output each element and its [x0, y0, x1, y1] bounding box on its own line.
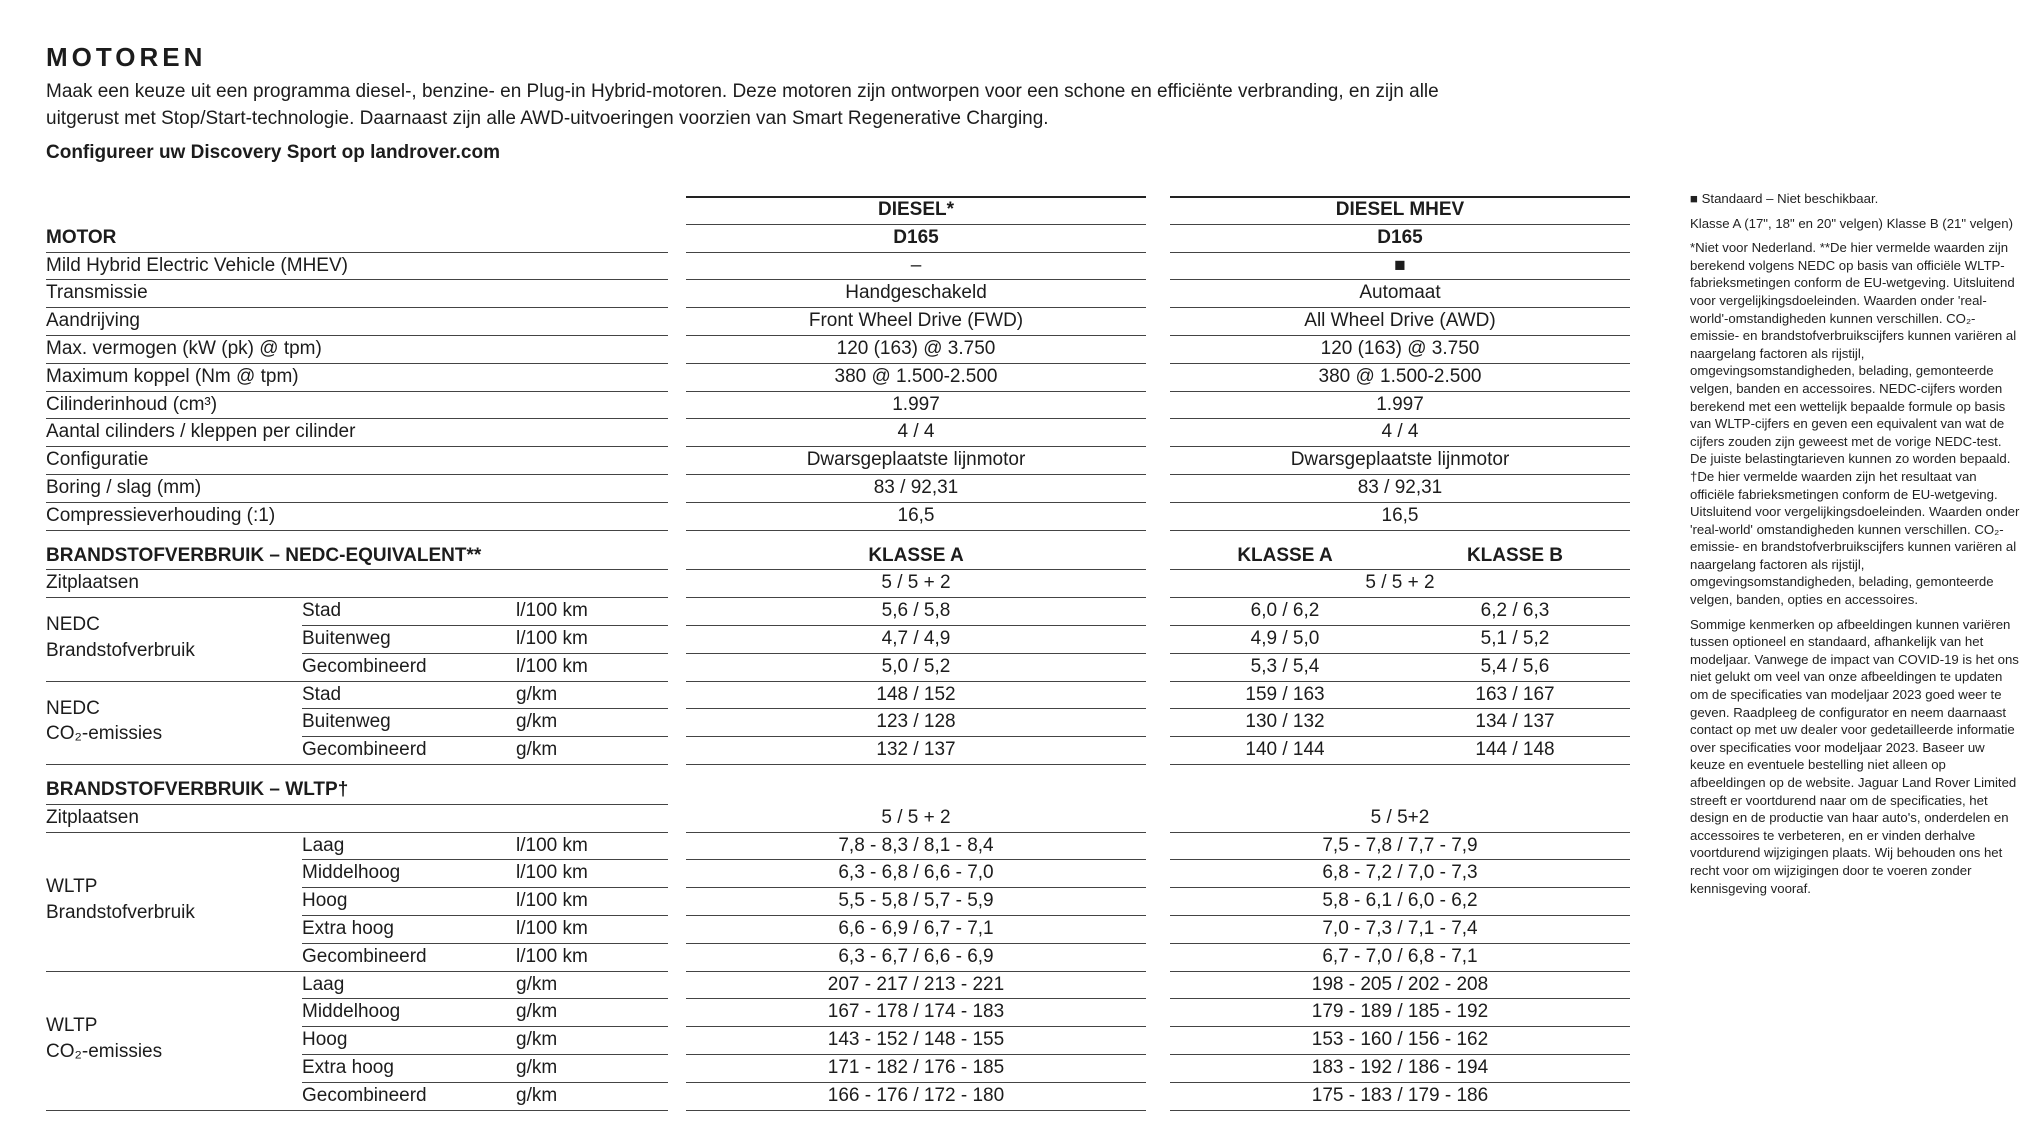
spec-value-col1: Handgeschakeld	[845, 282, 987, 304]
group-divider	[46, 1110, 668, 1111]
spec-value-col2: 120 (163) @ 3.750	[1320, 338, 1480, 359]
spec-value-col1: 16,5	[897, 504, 935, 526]
sub-label: Hoog	[302, 890, 348, 912]
value-col1: 148 / 152	[876, 683, 956, 705]
value-col2: 198 - 205 / 202 - 208	[1311, 973, 1489, 995]
group-label-line2: CO₂-emissies	[46, 723, 163, 745]
col2-header: DIESEL MHEV	[1335, 199, 1465, 220]
group-divider	[46, 764, 668, 765]
spec-value-col1: Dwarsgeplaatste lijnmotor	[806, 449, 1026, 471]
spec-value-col2: 4 / 4	[1381, 421, 1419, 443]
spec-value-col1: Front Wheel Drive (FWD)	[808, 310, 1024, 332]
sub-label: Extra hoog	[302, 1057, 394, 1078]
label-divider	[46, 530, 668, 531]
seats-col2: 5 / 5 + 2	[1365, 572, 1435, 594]
value-col2-klasse-a: 6,0 / 6,2	[1250, 600, 1320, 622]
value-col2-klasse-a: 5,3 / 5,4	[1250, 655, 1320, 677]
col2-divider	[1170, 764, 1630, 765]
sub-label: Stad	[302, 600, 342, 622]
intro-text: Maak een keuze uit een programma diesel-, benzine- en Plug-in Hybrid-motoren. Deze motoren zijn ontworpen voor een schone en efficiënte verbranding, en zijn alle uitgerust met Stop/Start-technologie. Daarnaast zijn alle AWD-uitvoeringen voorzien van Smart Regenerative Charging.	[46, 81, 1439, 129]
value-col2-klasse-b: 5,1 / 5,2	[1480, 628, 1550, 649]
spec-label: Max. vermogen (kW (pk) @ tpm)	[46, 338, 322, 359]
value-col1: 4,7 / 4,9	[881, 628, 951, 649]
klasse-note: Klasse A (17", 18" en 20" velgen) Klasse B (21" velgen)	[1690, 215, 2013, 231]
unit-label: g/km	[516, 973, 558, 995]
sub-label: Stad	[302, 683, 342, 705]
unit-label: l/100 km	[516, 628, 588, 649]
value-col1: 132 / 137	[876, 739, 956, 761]
spec-label: Compressieverhouding (:1)	[46, 504, 276, 526]
spec-label: Mild Hybrid Electric Vehicle (MHEV)	[46, 254, 348, 276]
sub-divider	[302, 887, 668, 888]
unit-label: l/100 km	[516, 945, 588, 967]
col1-divider	[686, 1110, 1146, 1111]
seats-col1: 5 / 5 + 2	[881, 572, 951, 594]
footnotes	[1690, 190, 2020, 904]
col1-divider	[686, 764, 1146, 765]
value-col2: 5,8 - 6,1 / 6,0 - 6,2	[1322, 890, 1478, 912]
value-col1: 5,0 / 5,2	[881, 655, 951, 677]
unit-label: g/km	[516, 683, 558, 705]
value-col1: 123 / 128	[876, 711, 956, 733]
spec-value-col1: 1.997	[892, 393, 940, 415]
value-col2: 6,7 - 7,0 / 6,8 - 7,1	[1322, 945, 1478, 967]
spec-value-col1: –	[910, 254, 922, 276]
value-col2: 6,8 - 7,2 / 7,0 - 7,3	[1322, 862, 1478, 884]
value-col2: 7,5 - 7,8 / 7,7 - 7,9	[1322, 834, 1478, 856]
seats-col2: 5 / 5+2	[1370, 806, 1430, 828]
configure-link[interactable]: Configureer uw Discovery Sport op landrover.com	[46, 142, 500, 163]
disclaimer-note: Sommige kenmerken op afbeeldingen kunnen variëren tussen optioneel en standaard, afhankelijk van het modeljaar. Vanwege de impact van COVID-19 is het ons niet gelukt om veel van onze afbeeldingen te updaten om de specificaties van modeljaar 2023 goed weer te geven. Raadpleeg de configurator en neem daarnaast contact op met uw dealer voor gedetailleerde informatie over specificaties voor modeljaar 2023. Baseer uw keuze en eventuele bestelling niet alleen op afbeeldingen op de website. Jaguar Land Rover Limited streeft er voortdurend naar om de specificaties, het design en de productie van haar auto's, onderdelen en accessoires te verbeteren, en er vinden derhalve voortdurend wijzigingen plaats. Wij behouden ons het recht voor om wijzigingen door te voeren zonder kennisgeving vooraf.	[1690, 616, 2019, 896]
sub-label: Extra hoog	[302, 918, 394, 939]
spec-value-col1: 4 / 4	[897, 421, 935, 443]
legend-note: ■ Standaard – Niet beschikbaar.	[1690, 191, 1879, 206]
wltp-section-title: BRANDSTOFVERBRUIK – WLTP†	[46, 779, 349, 800]
col1-motor: D165	[893, 226, 939, 248]
unit-label: g/km	[516, 1084, 558, 1106]
spec-value-col2: Automaat	[1359, 282, 1441, 304]
sub-label: Gecombineerd	[302, 739, 427, 761]
value-col1: 143 - 152 / 148 - 155	[827, 1029, 1005, 1051]
col1-divider	[686, 530, 1146, 531]
spec-value-col1: 83 / 92,31	[873, 477, 959, 498]
unit-label: l/100 km	[516, 600, 588, 622]
spec-value-col2: 380 @ 1.500-2.500	[1318, 365, 1482, 387]
seats-label: Zitplaatsen	[46, 806, 139, 828]
section-title: MOTOREN	[46, 42, 207, 72]
value-col1: 167 - 178 / 174 - 183	[827, 1001, 1005, 1023]
col2-divider	[1170, 530, 1630, 531]
group-label-line2: Brandstofverbruik	[46, 639, 195, 661]
value-col2-klasse-a: 140 / 144	[1245, 739, 1325, 761]
value-col2-klasse-a: 130 / 132	[1245, 711, 1325, 733]
group-label-line1: WLTP	[46, 1015, 98, 1037]
group-divider	[46, 971, 668, 972]
unit-label: g/km	[516, 1057, 558, 1078]
nedc-klasse-b-col2: KLASSE B	[1466, 544, 1564, 566]
value-col2-klasse-b: 6,2 / 6,3	[1480, 600, 1550, 622]
value-col2-klasse-b: 163 / 167	[1475, 683, 1555, 705]
group-label-line1: NEDC	[46, 614, 100, 636]
unit-label: l/100 km	[516, 655, 588, 677]
sub-label: Buitenweg	[302, 628, 391, 649]
spec-value-col2: ■	[1394, 254, 1406, 276]
col1-header: DIESEL*	[877, 199, 955, 220]
value-col2: 183 - 192 / 186 - 194	[1311, 1057, 1489, 1078]
value-col2: 7,0 - 7,3 / 7,1 - 7,4	[1322, 918, 1478, 939]
spec-label: Maximum koppel (Nm @ tpm)	[46, 365, 299, 387]
spec-label: Cilinderinhoud (cm³)	[46, 393, 218, 415]
unit-label: l/100 km	[516, 834, 588, 856]
sub-label: Gecombineerd	[302, 655, 427, 677]
unit-label: l/100 km	[516, 890, 588, 912]
col2-divider	[1170, 1110, 1630, 1111]
spec-value-col2: 83 / 92,31	[1357, 477, 1443, 498]
spec-value-col2: All Wheel Drive (AWD)	[1304, 310, 1496, 332]
value-col2-klasse-a: 159 / 163	[1245, 683, 1325, 705]
group-label-line1: NEDC	[46, 697, 100, 719]
sub-label: Laag	[302, 973, 345, 995]
group-label-line2: Brandstofverbruik	[46, 902, 195, 924]
spec-label: Boring / slag (mm)	[46, 477, 202, 498]
value-col1: 6,6 - 6,9 / 6,7 - 7,1	[838, 918, 994, 939]
group-divider	[46, 681, 668, 682]
value-col1: 6,3 - 6,7 / 6,6 - 6,9	[838, 945, 994, 967]
value-col2-klasse-a: 4,9 / 5,0	[1250, 628, 1320, 649]
sub-label: Middelhoog	[302, 862, 401, 884]
spec-value-col1: 380 @ 1.500-2.500	[834, 365, 998, 387]
motor-label: MOTOR	[46, 226, 117, 248]
sub-label: Hoog	[302, 1029, 348, 1051]
value-col2: 175 - 183 / 179 - 186	[1311, 1084, 1489, 1106]
spec-label: Transmissie	[46, 282, 148, 304]
sub-label: Gecombineerd	[302, 1084, 427, 1106]
seats-col1: 5 / 5 + 2	[881, 806, 951, 828]
value-col2-klasse-b: 134 / 137	[1475, 711, 1555, 733]
unit-label: g/km	[516, 1001, 558, 1023]
value-col1: 166 - 176 / 172 - 180	[827, 1084, 1005, 1106]
nedc-klasse-a-col2: KLASSE A	[1237, 544, 1333, 566]
sub-label: Gecombineerd	[302, 945, 427, 967]
group-label-line2: CO₂-emissies	[46, 1041, 163, 1063]
col2-motor: D165	[1377, 226, 1423, 248]
nedc-wltp-note: *Niet voor Nederland. **De hier vermelde waarden zijn berekend volgens NEDC op basis van officiële WLTP-fabrieksmetingen conform de EU-wetgeving. Uitsluitend voor vergelijkingsdoeleinden. Waarden onder 'real-world'-omstandigheden kunnen verschillen. CO₂-emissie- en brandstofverbruikscijfers kunnen variëren al naargelang factoren als rijstijl, omgevingsomstandigheden, belading, gemonteerde velgen, banden en accessoires. NEDC-cijfers worden berekend met een wettelijk bepaalde formule op basis van WLTP-cijfers en geven een equivalent van wat de cijfers zouden zijn geweest met de vorige NEDC-test. De juiste belastingtarieven kunnen zo worden bepaald. †De hier vermelde waarden zijn het resultaat van officiële fabrieksmetingen conform de EU-wetgeving. Uitsluitend voor vergelijkingsdoeleinden. Waarden onder 'real-world' omstandigheden kunnen verschillen. CO₂-emissie- en brandstofverbruikscijfers kunnen variëren al naargelang factoren als rijstijl, omgevingsomstandigheden, belading, gemonteerde velgen, banden, opties en accessoires.	[1690, 240, 2020, 608]
value-col1: 171 - 182 / 176 - 185	[827, 1057, 1005, 1078]
value-col2-klasse-b: 5,4 / 5,6	[1480, 655, 1550, 677]
nedc-section-title: BRANDSTOFVERBRUIK – NEDC-EQUIVALENT**	[46, 544, 482, 566]
unit-label: g/km	[516, 1029, 558, 1051]
unit-label: g/km	[516, 739, 558, 761]
sub-divider	[302, 1026, 668, 1027]
value-col2: 153 - 160 / 156 - 162	[1311, 1029, 1489, 1051]
nedc-klasse-a-col1: KLASSE A	[868, 544, 964, 566]
sub-label: Buitenweg	[302, 711, 391, 733]
value-col1: 207 - 217 / 213 - 221	[827, 973, 1005, 995]
value-col1: 5,5 - 5,8 / 5,7 - 5,9	[838, 890, 994, 912]
spec-label: Aandrijving	[46, 310, 140, 332]
label-divider	[46, 804, 668, 805]
unit-label: l/100 km	[516, 862, 588, 884]
spec-value-col1: 120 (163) @ 3.750	[836, 338, 996, 359]
value-col1: 5,6 / 5,8	[881, 600, 951, 622]
spec-label: Aantal cilinders / kleppen per cilinder	[46, 421, 356, 443]
spec-value-col2: 16,5	[1381, 504, 1419, 526]
value-col1: 7,8 - 8,3 / 8,1 - 8,4	[838, 834, 994, 856]
sub-label: Middelhoog	[302, 1001, 401, 1023]
unit-label: g/km	[516, 711, 558, 733]
unit-label: l/100 km	[516, 918, 588, 939]
sub-label: Laag	[302, 834, 345, 856]
group-label-line1: WLTP	[46, 876, 98, 898]
value-col2-klasse-b: 144 / 148	[1475, 739, 1555, 761]
label-divider	[46, 569, 668, 570]
spec-value-col2: 1.997	[1376, 393, 1424, 415]
spec-label: Configuratie	[46, 449, 149, 471]
value-col1: 6,3 - 6,8 / 6,6 - 7,0	[838, 862, 994, 884]
spec-value-col2: Dwarsgeplaatste lijnmotor	[1290, 449, 1510, 471]
seats-label: Zitplaatsen	[46, 572, 139, 594]
value-col2: 179 - 189 / 185 - 192	[1311, 1001, 1489, 1023]
